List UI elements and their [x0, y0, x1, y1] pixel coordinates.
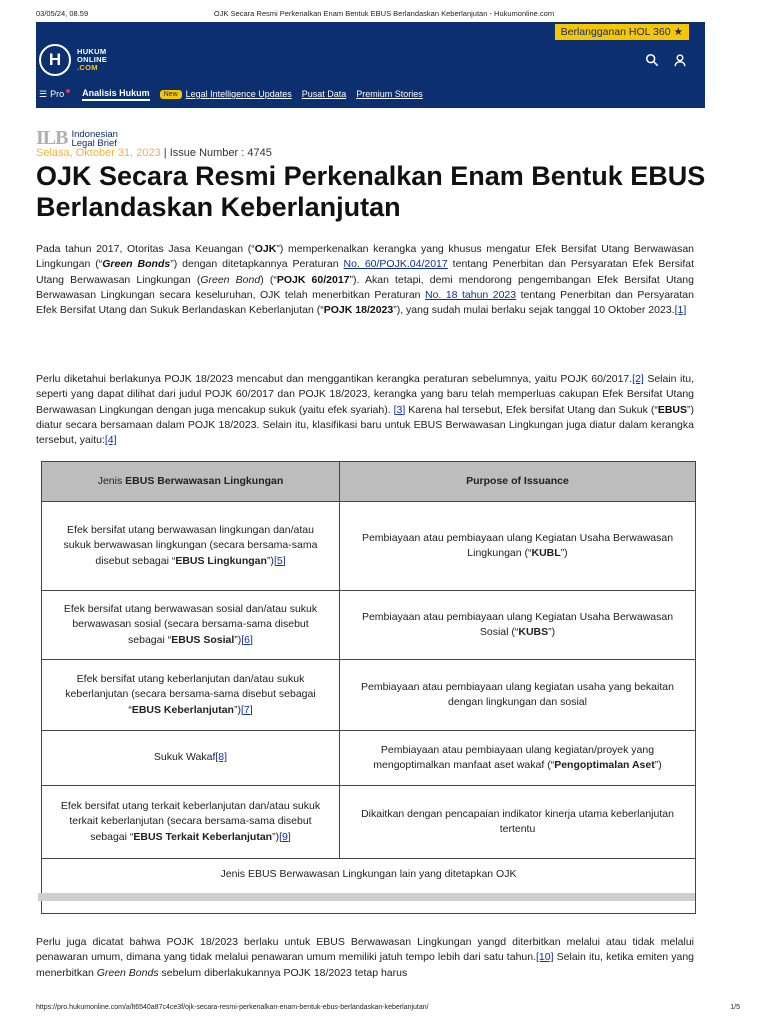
footnote-link[interactable]: [8] — [215, 751, 228, 764]
article-meta — [36, 147, 272, 159]
site-header — [36, 22, 705, 108]
logo-line1: HUKUM — [77, 47, 107, 56]
user-icon[interactable] — [673, 53, 687, 72]
main-nav — [39, 86, 423, 102]
nav-premium-stories[interactable]: Premium Stories — [356, 89, 423, 99]
nav-pro-label: Pro — [50, 89, 65, 99]
footnote-link-1[interactable]: [1] — [674, 304, 687, 317]
ilb-logo-mark: ILB — [36, 127, 68, 149]
table-row — [42, 591, 696, 660]
article-title: OJK Secara Resmi Perkenalkan Enam Bentuk EBUS Berlandaskan Keberlanjutan — [36, 161, 706, 222]
footnote-link[interactable]: [9] — [279, 830, 291, 843]
print-url: https://pro.hukumonline.com/a/lt6540a87c4ce3f/ojk-secara-resmi-perkenalkan-enam-bentuk-ebus-berlandaskan-keberlanjutan/ — [36, 1004, 429, 1011]
print-page-number: 1/5 — [730, 1004, 740, 1011]
site-logo[interactable] — [39, 44, 107, 76]
table-header-row — [42, 462, 696, 502]
footnote-link-10[interactable]: [10] — [536, 951, 554, 964]
footnote-link-3[interactable]: [3] — [393, 403, 406, 416]
purpose-cell: Dikaitkan dengan pencapaian indikator kinerja utama keberlanjutan tertentu — [340, 786, 696, 859]
subscribe-button[interactable] — [555, 24, 689, 40]
table-scrollbar[interactable] — [38, 893, 695, 901]
link-pojk-60[interactable]: No. 60/POJK.04/2017 — [343, 258, 448, 271]
ebus-type-cell: Sukuk Wakaf[8] — [42, 731, 340, 786]
ebus-classification-table — [41, 461, 696, 914]
issue-number: | Issue Number : 4745 — [160, 147, 272, 159]
table-header-purpose: Purpose of Issuance — [340, 462, 696, 502]
logo-line2: ONLINE — [77, 55, 108, 64]
ebus-type-cell: Efek bersifat utang terkait keberlanjutan dan/atau sukuk terkait keberlanjutan (secara bersama-sama disebut sebagai “EBUS Terkait Keberlanjutan”)[9] — [42, 786, 340, 859]
purpose-cell: Pembiayaan atau pembiayaan ulang Kegiatan Usaha Berwawasan Sosial (“KUBS”) — [340, 591, 696, 660]
table-row — [42, 786, 696, 859]
star-icon: ★ — [673, 26, 683, 38]
header-icons — [645, 53, 687, 72]
ilb-line1: Indonesian — [71, 128, 118, 140]
ebus-type-cell: Efek bersifat utang keberlanjutan dan/atau sukuk keberlanjutan (secara bersama-sama disebut sebagai “EBUS Keberlanjutan”)[7] — [42, 660, 340, 731]
article-date: Selasa, Oktober 31, 2023 — [36, 147, 161, 159]
footnote-link[interactable]: [7] — [240, 703, 253, 716]
link-pojk-18[interactable]: No. 18 tahun 2023 — [425, 288, 517, 301]
search-icon[interactable] — [645, 53, 659, 72]
footnote-link-4[interactable]: [4] — [104, 434, 117, 447]
logo-mark: H — [39, 44, 71, 76]
logo-line3: .COM — [77, 63, 98, 72]
new-badge: New — [160, 90, 182, 99]
nav-legal-intelligence[interactable]: Legal Intelligence Updates — [185, 89, 292, 99]
nav-analysis[interactable]: Analisis Hukum — [82, 88, 150, 101]
hamburger-icon: ☰ — [39, 88, 48, 99]
purpose-cell: Pembiayaan atau pembiayaan ulang kegiatan/proyek yang mengoptimalkan manfaat aset wakaf (“Pengoptimalan Aset”) — [340, 731, 696, 786]
footnote-link[interactable]: [6] — [241, 633, 253, 646]
table-row-other — [42, 859, 696, 914]
paragraph-intro: Pada tahun 2017, Otoritas Jasa Keuangan (“OJK”) memperkenalkan kerangka yang khusus mengatur Efek Bersifat Utang Berwawasan Lingkungan (“Green Bonds”) dengan ditetapkannya Peraturan No. 60/POJK.04/2017 tentang Penerbitan dan Persyaratan Efek Bersifat Utang Berwawasan Lingkungan (Green Bond) (“POJK 60/2017”). Akan tetapi, demi mendorong pengembangan Efek Bersifat Utang Berwawasan Lingkungan secara keseluruhan, OJK telah menerbitkan Peraturan No. 18 tahun 2023 tentang Penerbitan dan Persyaratan Efek Bersifat Utang dan Sukuk Berlandaskan Keberlanjutan (“POJK 18/2023”), yang sudah mulai berlaku sejak tanggal 10 Oktober 2023.[1] — [36, 243, 694, 317]
footnote-link[interactable]: [5] — [273, 554, 286, 567]
notification-dot — [66, 89, 70, 93]
subscribe-label: Berlangganan HOL 360 — [560, 26, 671, 38]
other-type-cell: Jenis EBUS Berwawasan Lingkungan lain yang ditetapkan OJK — [42, 859, 696, 914]
logo-text — [77, 48, 107, 72]
nav-pro-menu[interactable] — [39, 89, 64, 100]
print-datetime: 03/05/24, 08.59 — [36, 9, 89, 18]
purpose-cell: Pembiayaan atau pembiayaan ulang Kegiatan Usaha Berwawasan Lingkungan (“KUBL”) — [340, 502, 696, 591]
ilb-logo-text — [71, 130, 117, 148]
ebus-type-cell: Efek bersifat utang berwawasan sosial dan/atau sukuk berwawasan sosial (secara bersama-sama disebut sebagai “EBUS Sosial”)[6] — [42, 591, 340, 660]
footnote-link-2[interactable]: [2] — [632, 373, 644, 385]
table-row — [42, 502, 696, 591]
ebus-type-cell: Efek bersifat utang berwawasan lingkungan dan/atau sukuk berwawasan lingkungan (secara bersama-sama disebut sebagai “EBUS Lingkungan”)[5] — [42, 502, 340, 591]
ilb-line2: Legal Brief — [71, 137, 117, 149]
table-row — [42, 731, 696, 786]
paragraph-applicability: Perlu juga dicatat bahwa POJK 18/2023 berlaku untuk EBUS Berwawasan Lingkungan yangd diterbitkan melalui atau tidak melalui penawaran umum, dimana yang tidak melalui penawaran umum memiliki jatuh tempo lebih dari satu tahun.[10] Selain itu, ketika emiten yang menerbitkan Green Bonds sebelum diberlakukannya POJK 18/2023 tetap harus — [36, 936, 695, 979]
table-header-type: Jenis EBUS Berwawasan Lingkungan — [42, 462, 340, 502]
print-title: OJK Secara Resmi Perkenalkan Enam Bentuk EBUS Berlandaskan Keberlanjutan - Hukumonline.com — [213, 9, 555, 18]
nav-pusat-data[interactable]: Pusat Data — [301, 89, 347, 99]
print-header — [0, 9, 768, 21]
paragraph-background: Perlu diketahui berlakunya POJK 18/2023 mencabut dan menggantikan kerangka peraturan sebelumnya, yaitu POJK 60/2017.[2] Selain itu, seperti yang dapat dilihat dari judul POJK 60/2017 dan POJK 18/2023, kerangka yang baru telah memperluas cakupan Efek Bersifat Utang Berwawasan Lingkungan dengan juga mencakup sukuk (yaitu efek syariah). [3] Karena hal tersebut, Efek bersifat Utang dan Sukuk (“EBUS”) diatur secara bersamaan dalam POJK 18/2023. Selain itu, klasifikasi baru untuk EBUS Berwawasan Lingkungan juga diatur dalam kerangka tersebut, yaitu:[4] — [36, 373, 695, 447]
table-row — [42, 660, 696, 731]
purpose-cell: Pembiayaan atau pembiayaan ulang kegiatan usaha yang bekaitan dengan lingkungan dan sosial — [340, 660, 696, 731]
